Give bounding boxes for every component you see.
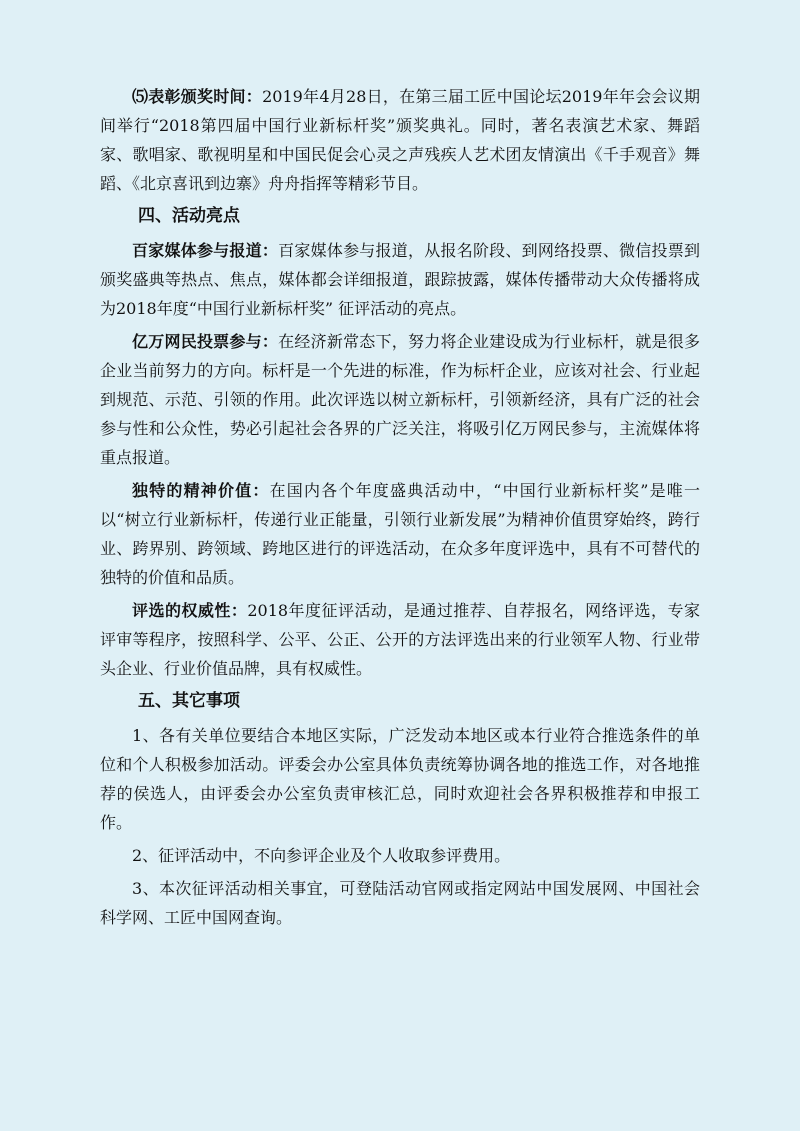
highlight-value-text: 在国内各个年度盛典活动中，“中国行业新标杆奖”是唯一以“树立行业新标杆，传递行业正能量，引领行业新发展”为精神价值贯穿始终，跨行业、跨界别、跨领域、跨地区进行的评选活动，在众多年度评选中，具有不可替代的独特的价值和品质。 <box>100 481 700 587</box>
highlight-voting-paragraph <box>100 327 700 472</box>
highlight-media-lead: 百家媒体参与报道： <box>132 241 279 260</box>
highlight-authority-paragraph <box>100 596 700 683</box>
section-heading-other-matters: 五、其它事项 <box>138 691 240 711</box>
highlight-value-lead: 独特的精神价值： <box>132 481 270 500</box>
other-matter-item-3: 3、本次征评活动相关事宜，可登陆活动官网或指定网站中国发展网、中国社会科学网、工匠中国网查询。 <box>100 879 700 927</box>
other-matter-item-1: 1、各有关单位要结合本地区实际，广泛发动本地区或本行业符合推选条件的单位和个人积极参加活动。评委会办公室具体负责统筹协调各地的推选工作，对各地推荐的侯选人，由评委会办公室负责审核汇总，同时欢迎社会各界积极推荐和申报工作。 <box>100 726 700 832</box>
highlight-value-paragraph <box>100 476 700 592</box>
award-time-paragraph <box>100 82 700 198</box>
award-time-text: 2019年4月28日，在第三届工匠中国论坛2019年年会会议期间举行“2018第四届中国行业新标杆奖”颁奖典礼。同时，著名表演艺术家、舞蹈家、歌唱家、歌视明星和中国民促会心灵之声残疾人艺术团友情演出《千手观音》舞蹈、《北京喜讯到边寨》舟舟指挥等精彩节目。 <box>100 87 700 193</box>
highlight-authority-text: 2018年度征评活动，是通过推荐、自荐报名，网络评选，专家评审等程序，按照科学、公平、公正、公开的方法评选出来的行业领军人物、行业带头企业、行业价值品牌，具有权威性。 <box>100 601 700 678</box>
highlight-voting-text: 在经济新常态下，努力将企业建设成为行业标杆，就是很多企业当前努力的方向。标杆是一个先进的标准，作为标杆企业，应该对社会、行业起到规范、示范、引领的作用。此次评选以树立新标杆，引领新经济，具有广泛的社会参与性和公众性，势必引起社会各界的广泛关注，将吸引亿万网民参与，主流媒体将重点报道。 <box>100 332 700 467</box>
award-time-lead: ⑸表彰颁奖时间： <box>132 87 263 106</box>
highlight-voting-lead: 亿万网民投票参与： <box>132 332 279 351</box>
section-heading-highlights: 四、活动亮点 <box>138 206 240 226</box>
highlight-authority-lead: 评选的权威性： <box>132 601 248 620</box>
highlight-media-paragraph <box>100 236 700 323</box>
highlight-media-text: 百家媒体参与报道，从报名阶段、到网络投票、微信投票到颁奖盛典等热点、焦点，媒体都会详细报道，跟踪披露，媒体传播带动大众传播将成为2018年度“中国行业新标杆奖” 征评活动的亮点。 <box>100 241 700 318</box>
other-matter-item-2: 2、征评活动中，不向参评企业及个人收取参评费用。 <box>132 846 511 865</box>
